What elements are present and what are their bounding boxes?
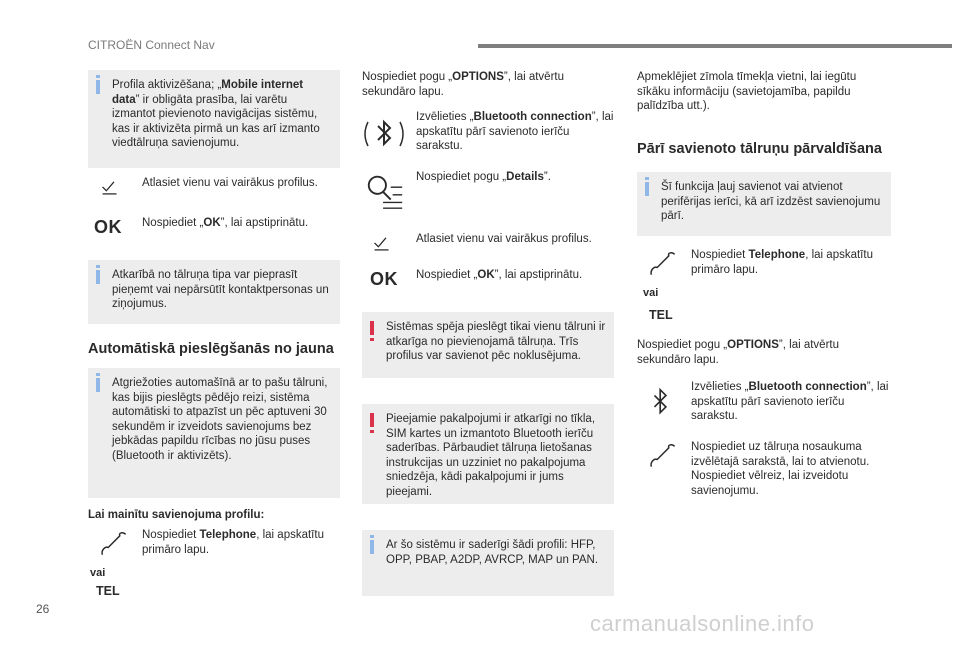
step-text: Nospiediet „OK”, lai apstiprinātu. — [416, 269, 583, 281]
options-intro: Nospiediet pogu „OPTIONS”, lai atvērtu sekundāro lapu. — [362, 71, 564, 98]
or-label: vai — [643, 287, 659, 299]
info-box-profile: Profila aktivizēšana; „Mobile internet data” ir obligāta prasība, lai varētu izmantot pievienoto navigācijas sistēmu, kas ir aktivizēta pirmā un kas arī izmanto viedtālruņa savienojumu. — [88, 70, 340, 168]
bluetooth-icon — [362, 112, 406, 156]
section-heading-manage-paired: Pārī savienoto tālruņu pārvaldīšana — [637, 141, 882, 157]
details-search-icon — [364, 170, 406, 212]
step-text: Atlasiet vienu vai vairākus profilus. — [142, 177, 318, 189]
step-text: Izvēlieties „Bluetooth connection”, lai apskatītu pārī savienoto ierīču sarakstu. — [691, 381, 889, 422]
step-text: Nospiediet uz tālruņa nosaukuma izvēlētajā sarakstā, lai to atvienotu. Nospiediet vēlreiz, lai izveidotu savienojumu. — [691, 441, 870, 497]
warning-icon — [370, 321, 374, 335]
website-intro: Apmeklējiet zīmola tīmekļa vietni, lai iegūtu sīkāku informāciju (savietojamība, papildu palīdzība utt.). — [637, 71, 857, 112]
info-icon — [370, 540, 374, 554]
checklist-icon — [372, 234, 400, 262]
or-label: vai — [90, 567, 106, 579]
warning-box-services: Pieejamie pakalpojumi ir atkarīgi no tīkla, SIM kartes un izmantoto Bluetooth ierīču saderības. Pārbaudiet tālruņa lietošanas instrukcijas un uzziniet no pakalpojuma sniedzēja, kādi pakalpojumi ir jums pieejami. — [362, 404, 614, 504]
checklist-icon — [100, 178, 128, 206]
warning-box-single-phone: Sistēmas spēja pieslēgt tikai vienu tālruni ir atkarīga no pievienojamā tālruņa. Trīs profilus var savienot pēc noklusējuma. — [362, 312, 614, 378]
bluetooth-icon — [643, 384, 679, 420]
step-text: Nospiediet pogu „Details”. — [416, 171, 551, 183]
info-box-auto-reconnect: Atgriežoties automašīnā ar to pašu tālruni, kas bijis pieslēgts pēdējo reizi, sistēma automātiski to atpazīst un pēc aptuveni 30 sekundēm ir izveidots savienojums bez jebkādas papildu rīcības no jūsu puses (Bluetooth ir aktivizēts). — [88, 368, 340, 498]
phone-icon — [98, 530, 130, 562]
tel-icon: TEL — [649, 308, 673, 322]
phone-icon — [647, 442, 679, 474]
page-number: 26 — [36, 602, 50, 616]
step-text: Izvēlieties „Bluetooth connection”, lai apskatītu pārī savienoto ierīču sarakstu. — [416, 111, 614, 152]
section-heading-auto-reconnect: Automātiskā pieslēgšanās no jauna — [88, 341, 334, 357]
info-box-manage: Šī funkcija ļauj savienot vai atvienot perifērijas ierīci, kā arī izdzēst savienojumu pārī. — [637, 172, 891, 236]
watermark: carmanualsonline.info — [590, 611, 815, 636]
warning-icon — [370, 413, 374, 427]
phone-icon — [647, 250, 679, 282]
info-box-profiles: Ar šo sistēmu ir saderīgi šādi profili: HFP, OPP, PBAP, A2DP, AVRCP, MAP un PAN. — [362, 530, 614, 596]
options-intro: Nospiediet pogu „OPTIONS”, lai atvērtu sekundāro lapu. — [637, 339, 839, 366]
step-text: Nospiediet Telephone, lai apskatītu primāro lapu. — [691, 249, 873, 276]
info-icon — [645, 182, 649, 196]
info-icon — [96, 378, 100, 392]
ok-icon: OK — [370, 269, 398, 289]
tel-icon: TEL — [96, 584, 120, 598]
header-rule — [478, 44, 952, 48]
step-text: Nospiediet Telephone, lai apskatītu primāro lapu. — [142, 529, 324, 556]
info-icon — [96, 80, 100, 94]
change-profile-label: Lai mainītu savienojuma profilu: — [88, 509, 265, 521]
step-text: Nospiediet „OK”, lai apstiprinātu. — [142, 217, 309, 229]
info-icon — [96, 270, 100, 284]
document-header: CITROËN Connect Nav — [88, 38, 215, 52]
info-box-contacts: Atkarībā no tālruņa tipa var pieprasīt pieņemt vai nepārsūtīt kontaktpersonas un ziņojumus. — [88, 260, 340, 324]
step-text: Atlasiet vienu vai vairākus profilus. — [416, 233, 592, 245]
ok-icon: OK — [94, 217, 122, 237]
